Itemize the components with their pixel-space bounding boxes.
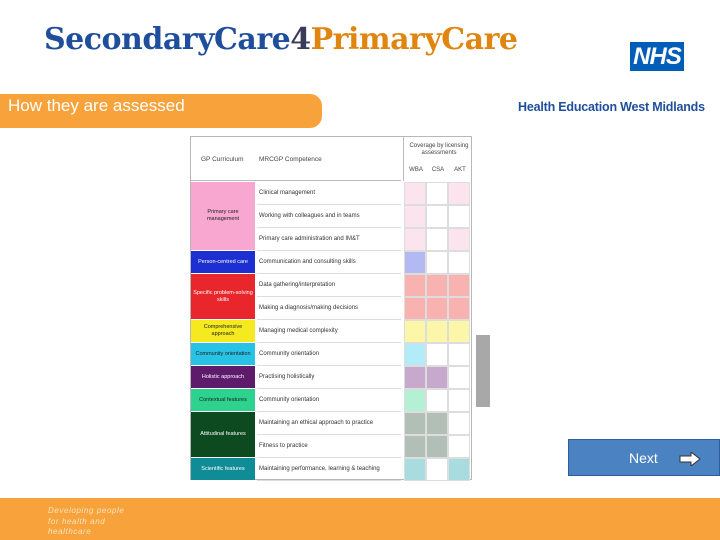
col-header-competence: MRCGP Competence [259,156,322,163]
coverage-cell-wba [404,389,426,412]
curriculum-area: Scientific features [191,458,255,480]
competence-label: Fitness to practice [257,435,401,458]
coverage-cell-akt [448,251,470,274]
coverage-cell-akt [448,228,470,251]
coverage-cell-csa [426,205,448,228]
title-part-four: 4 [290,22,311,57]
footer-line-2: for health and [48,516,106,526]
coverage-cell-wba [404,182,426,205]
coverage-cell-csa [426,320,448,343]
coverage-title: Coverage by licensing assessments [409,143,469,156]
title-part-secondary: Secondary [44,22,214,57]
coverage-cell-csa [426,412,448,435]
coverage-cell-akt [448,343,470,366]
competence-label: Primary care administration and IM&T [257,228,401,251]
curriculum-area: Community orientation [191,343,255,365]
coverage-cell-akt [448,389,470,412]
coverage-cell-wba [404,297,426,320]
nhs-logo: NHS [630,42,684,71]
coverage-cell-wba [404,435,426,458]
arrow-right-icon [679,452,701,466]
curriculum-area: Specific problem-solving skills [191,274,255,319]
table-header [191,137,401,181]
competence-label: Communication and consulting skills [257,251,401,274]
competence-label: Maintaining performance, learning & teaching [257,458,401,481]
coverage-cell-csa [426,297,448,320]
coverage-cell-akt [448,435,470,458]
coverage-cell-wba [404,343,426,366]
coverage-cell-akt [448,274,470,297]
section-heading: How they are assessed [8,96,185,115]
competence-label: Community orientation [257,343,401,366]
coverage-header [403,137,473,181]
side-tab [476,335,490,407]
title-part-primary: Primary [310,22,442,57]
coverage-cell-csa [426,389,448,412]
competence-label: Clinical management [257,182,401,205]
competence-label: Making a diagnosis/making decisions [257,297,401,320]
footer-line-3: healthcare [48,527,92,536]
curriculum-area: Holistic approach [191,366,255,388]
coverage-cell-csa [426,366,448,389]
col-header-wba: WBA [409,167,423,173]
coverage-cell-wba [404,320,426,343]
coverage-cell-wba [404,251,426,274]
coverage-cell-akt [448,297,470,320]
next-button[interactable] [568,439,720,476]
curriculum-area: Person-centred care [191,251,255,273]
competence-label: Managing medical complexity [257,320,401,343]
page-title [44,22,518,57]
coverage-cell-csa [426,458,448,481]
coverage-cell-csa [426,343,448,366]
competence-label: Data gathering/interpretation [257,274,401,297]
section-heading-bar [0,94,322,128]
col-header-akt: AKT [454,167,466,173]
competence-label: Community orientation [257,389,401,412]
coverage-cell-csa [426,274,448,297]
next-button-label: Next [629,450,658,466]
org-name: Health Education West Midlands [518,100,705,114]
coverage-cell-akt [448,182,470,205]
title-part-care-2: Care [441,22,518,57]
coverage-cell-wba [404,228,426,251]
coverage-cell-akt [448,320,470,343]
footer-line-1: Developing people [48,506,125,515]
col-header-csa: CSA [431,167,445,173]
col-header-curriculum: GP Curriculum [201,156,244,163]
title-part-care: Care [214,22,291,57]
coverage-cell-wba [404,205,426,228]
footer-tagline [48,506,124,538]
coverage-cell-akt [448,412,470,435]
coverage-cell-wba [404,412,426,435]
coverage-cell-wba [404,458,426,481]
coverage-cell-akt [448,458,470,481]
coverage-cell-csa [426,182,448,205]
assessment-table [190,136,472,480]
coverage-cell-wba [404,274,426,297]
competence-label: Working with colleagues and in teams [257,205,401,228]
coverage-cell-akt [448,205,470,228]
competence-label: Maintaining an ethical approach to practice [257,412,401,435]
coverage-cell-csa [426,228,448,251]
curriculum-area: Primary care management [191,182,255,250]
coverage-cell-csa [426,435,448,458]
coverage-cell-csa [426,251,448,274]
curriculum-area: Contextual features [191,389,255,411]
coverage-cell-wba [404,366,426,389]
coverage-cell-akt [448,366,470,389]
curriculum-area: Attitudinal features [191,412,255,457]
competence-label: Practising holistically [257,366,401,389]
curriculum-area: Comprehensive approach [191,320,255,342]
